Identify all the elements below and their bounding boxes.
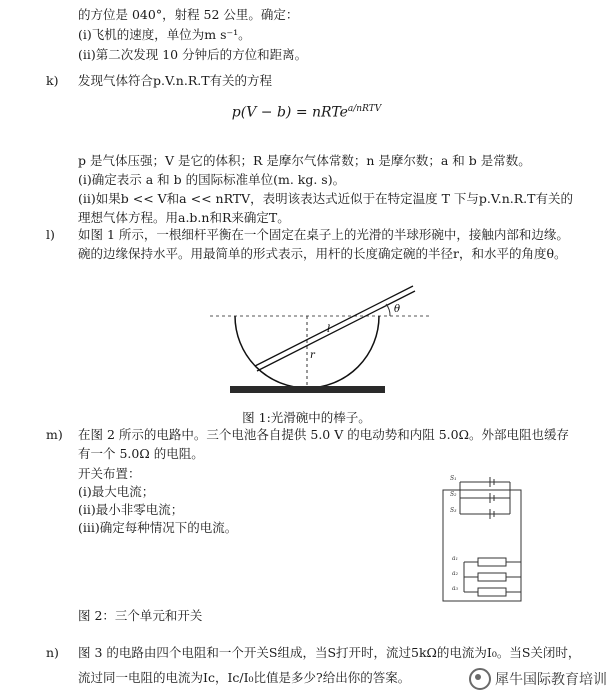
table-surface (230, 386, 385, 393)
item-label-m: m) (46, 427, 63, 442)
figure-2-caption: 图 2：三个单元和开关 (78, 608, 203, 623)
text-line: (i)飞机的速度，单位为m s⁻¹。 (78, 27, 251, 42)
text-line: (iii)确定每种情况下的电流。 (78, 520, 238, 535)
rod-line-b (257, 291, 415, 371)
equation-exponent: a/nRTV (347, 104, 382, 114)
item-label-l: l) (46, 227, 55, 242)
item-label-k: k) (46, 73, 59, 88)
resistor-3 (478, 588, 506, 596)
text-line: 流过同一电阻的电流为Ic，Ic/I₀比值是多少?给出你的答案。 (78, 670, 411, 685)
label-a3: a₃ (452, 585, 458, 592)
text-line: (i)确定表示 a 和 b 的国际标准单位(m. kg. s)。 (78, 172, 346, 187)
text-line: 开关布置： (78, 466, 141, 481)
label-a2: a₂ (452, 570, 458, 577)
watermark-text: 犀牛国际教育培训 (495, 672, 607, 688)
label-r: r (310, 350, 315, 361)
text-line: (ii)如果b << V和a << nRTV，表明该表达式近似于在特定温度 T 下与p.V.n.R.T有关的 (78, 191, 573, 206)
label-s1: S₁ (450, 475, 457, 482)
text-line: (i)最大电流； (78, 484, 155, 499)
text-line: 的方位是 040°，射程 52 公里。确定： (78, 7, 299, 22)
text-line: (ii)最小非零电流； (78, 502, 184, 517)
text-line: 碗的边缘保持水平。用最简单的形式表示，用杆的长度确定碗的半径r，和水平的角度θ。 (78, 246, 567, 261)
watermark-logo-icon (469, 668, 491, 690)
text-line: 图 3 的电路由四个电阻和一个开关S组成，当S打开时，流过5kΩ的电流为I₀。当S关闭时， (78, 645, 581, 660)
equation-main: p(V − b) = nRTe (231, 104, 348, 121)
label-s2: S₂ (450, 491, 457, 498)
resistor-1 (478, 558, 506, 566)
label-s3: S₃ (450, 507, 457, 514)
watermark (469, 668, 607, 690)
item-label-n: n) (46, 645, 59, 660)
figure-1-caption: 图 1:光滑碗中的棒子。 (242, 410, 371, 425)
text-line: (ii)第二次发现 10 分钟后的方位和距离。 (78, 47, 308, 62)
gas-equation (0, 104, 613, 121)
text-line: 有一个 5.0Ω 的电阻。 (78, 446, 204, 461)
text-line: 理想气体方程。用a.b.n和R来确定T。 (78, 210, 290, 225)
text-line: 在图 2 所示的电路中。三个电池各自提供 5.0 V 的电动势和内阻 5.0Ω。外部电阻也缓存 (78, 427, 569, 442)
text-line: 如图 1 所示，一根细杆平衡在一个固定在桌子上的光滑的半球形碗中，接触内部和边缘。 (78, 227, 569, 242)
label-theta: θ (394, 304, 401, 315)
label-a1: a₁ (452, 555, 458, 562)
rod-line-a (255, 286, 413, 366)
text-line: p 是气体压强；V 是它的体积；R 是摩尔气体常数；n 是摩尔数；a 和 b 是常数。 (78, 153, 531, 168)
label-l: l (327, 324, 331, 335)
figure-1-bowl-diagram (200, 280, 440, 400)
resistor-2 (478, 573, 506, 581)
text-line: 发现气体符合p.V.n.R.T有关的方程 (78, 73, 273, 88)
figure-2-circuit-diagram (430, 470, 560, 610)
